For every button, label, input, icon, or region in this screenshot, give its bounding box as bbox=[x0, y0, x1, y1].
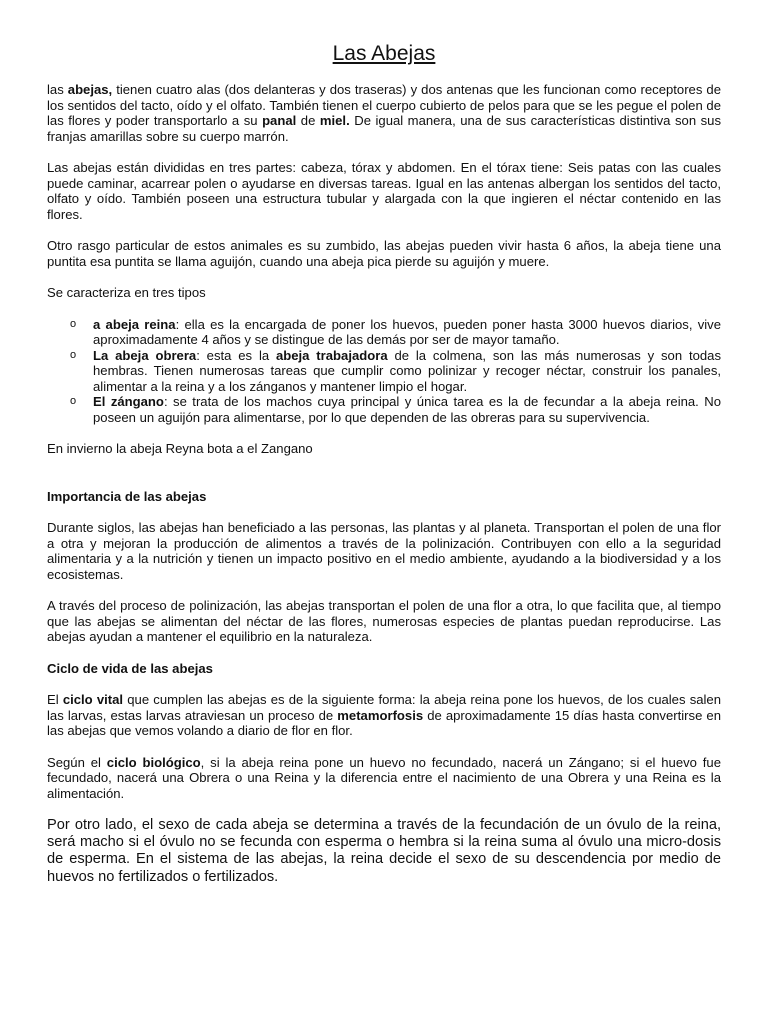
importance-heading: Importancia de las abejas bbox=[47, 488, 207, 504]
intro-paragraph bbox=[47, 82, 721, 144]
type-name: a abeja reina bbox=[93, 316, 176, 332]
lifecycle-paragraph-2 bbox=[47, 755, 721, 802]
bullet-marker: o bbox=[70, 348, 77, 361]
lifecycle-paragraph-1 bbox=[47, 692, 721, 739]
page-title: Las Abejas bbox=[332, 42, 436, 65]
list-item-drone bbox=[70, 394, 721, 425]
intro-text-1: las bbox=[47, 82, 68, 97]
type-name: El zángano bbox=[93, 394, 164, 409]
intro-bold-miel: miel. bbox=[319, 113, 350, 128]
lifecycle-text-3: de aproximadamente 15 días hasta convertirse en las abejas que vemos volando a diario de flor en flor. bbox=[47, 707, 721, 738]
type-description: : ella es la encargada de poner los huevos, pueden poner hasta 3000 huevos diarios, vive aproximadamente 4 años y se distingue de las demás por ser de mayor tamaño. bbox=[93, 316, 722, 347]
type-emphasis: abeja trabajadora bbox=[275, 347, 388, 363]
bullet-marker: o bbox=[70, 395, 77, 407]
intro-text-2: tienen cuatro alas (dos delanteras y dos traseras) y dos antenas que les funcionan como receptores de los sentidos del tacto, oído y el olfato. También tienen el cuerpo cubierto de pelos para que se les pegue el polen de las flores y poder transportarlo a su bbox=[47, 82, 721, 128]
importance-paragraph-1: Durante siglos, las abejas han beneficiado a las personas, las plantas y al planeta. Transportan el polen de una flor a otra y mejoran la producción de alimentos a través de la polinización. Contribuyen con ello a la seguridad alimentaria y a la nutrición y tienen un impacto positivo en el medio ambiente, ayudando a la biodiversidad y a los ecosistemas. bbox=[47, 520, 721, 582]
list-item-worker bbox=[70, 347, 721, 395]
importance-paragraph-2: A través del proceso de polinización, las abejas transportan el polen de una flor a otra, lo que facilita que, al tiempo que las abejas se alimentan del néctar de las flores, numerosas especies de plantas puedan reproducirse. Las abejas ayudan a mantener el equilibrio en la naturaleza. bbox=[47, 598, 721, 644]
lifecycle-bold-ciclo-vital: ciclo vital bbox=[62, 692, 124, 707]
lifecycle-heading: Ciclo de vida de las abejas bbox=[47, 660, 213, 676]
winter-note: En invierno la abeja Reyna bota a el Zangano bbox=[47, 441, 313, 456]
intro-bold-panal: panal bbox=[262, 113, 297, 128]
intro-text-4: De igual manera, una de sus características distintiva son sus franjas amarillas sobre su cuerpo marrón. bbox=[47, 113, 721, 144]
intro-text-3: de bbox=[296, 113, 320, 128]
list-item-queen bbox=[70, 316, 722, 348]
type-description-continued: de la colmena, son las más numerosas y son todas hembras. Tienen numerosas tareas que cumplir como polinizar y recoger néctar, construir los panales, alimentar a la reina y a los zánganos y mantener limpio el hogar. bbox=[93, 347, 721, 394]
type-description: : se trata de los machos cuya principal y única tarea es la de fecundar a la abeja reina. No poseen un aguijón para alimentarse, por lo que dependen de las obreras para su supervivencia. bbox=[93, 394, 721, 425]
type-name: La abeja obrera bbox=[93, 347, 197, 363]
body-parts-paragraph: Las abejas están divididas en tres partes: cabeza, tórax y abdomen. En el tórax tiene: Seis patas con las cuales puede caminar, acarrear polen o ayudarse en diversas tareas. Igual en las antenas albergan los sentidos del tacto, olfato y oído. También poseen una estructura tubular y alargada con la que ingieren el néctar contenido en las flores. bbox=[47, 160, 721, 222]
lifecycle-bold-ciclo-biologico: ciclo biológico bbox=[106, 754, 201, 770]
buzz-paragraph: Otro rasgo particular de estos animales es su zumbido, las abejas pueden vivir hasta 6 años, la abeja tiene una puntita esa puntita se llama aguijón, cuando una abeja pica pierde su aguijón y muere. bbox=[47, 238, 721, 269]
bullet-marker: o bbox=[70, 317, 77, 330]
lifecycle-text-5: , si la abeja reina pone un huevo no fecundado, nacerá un Zángano; si el huevo fue fecundado, nacerá una Obrera o una Reina y la diferencia entre el nacimiento de una Obrera y una Reina es la alimentación. bbox=[47, 754, 721, 801]
intro-bold-abejas: abejas, bbox=[67, 82, 113, 97]
types-intro: Se caracteriza en tres tipos bbox=[47, 285, 206, 300]
lifecycle-text-1: El bbox=[47, 692, 63, 707]
lifecycle-text-4: Según el bbox=[47, 754, 107, 770]
lifecycle-bold-metamorfosis: metamorfosis bbox=[337, 707, 424, 723]
bee-types-list bbox=[47, 317, 721, 426]
lifecycle-text-2: que cumplen las abejas es de la siguiente forma: la abeja reina pone los huevos, de los cuales salen las larvas, estas larvas atraviesan un proceso de bbox=[47, 692, 721, 723]
type-description: : esta es la bbox=[196, 347, 276, 363]
lifecycle-paragraph-3: Por otro lado, el sexo de cada abeja se determina a través de la fecundación de un óvulo de la reina, será macho si el óvulo no se fecunda con esperma o hembra si la reina suma al óvulo una micro-dosis de esperma. En el sistema de las abejas, la reina decide el sexo de su descendencia por medio de huevos no fertilizados o fertilizados. bbox=[47, 817, 721, 885]
